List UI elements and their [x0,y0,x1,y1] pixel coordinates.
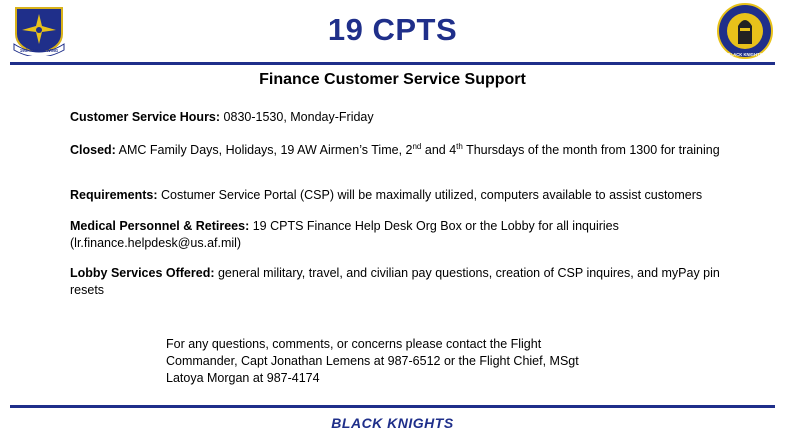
contact-line-3: Latoya Morgan at 987-4174 [166,371,320,385]
section-subtitle: Finance Customer Service Support [259,71,526,88]
right-logo-text: BLACK KNIGHTS [727,52,763,57]
closed-value-part1: AMC Family Days, Holidays, 19 AW Airmen’s Time, 2 [118,143,413,157]
contact-note [166,336,636,387]
closed-value-part2: and 4 [421,143,457,157]
contact-line-2: Commander, Capt Jonathan Lemens at 987-6512 or the Flight Chief, MSgt [166,354,579,368]
lobby-value: general military, travel, and civilian pay questions, creation of CSP inquires, and myPay pin resets [70,266,720,297]
medical-label: Medical Personnel & Retirees: [70,219,250,233]
black-knights-emblem-right [716,2,774,60]
contact-line-1: For any questions, comments, or concerns please contact the Flight [166,337,542,351]
header-divider [10,62,775,65]
requirements-value: Costumer Service Portal (CSP) will be maximally utilized, computers available to assist customers [161,188,703,202]
closed-value-part3: Thursdays of the month from 1300 for training [462,143,720,157]
hours-label: Customer Service Hours: [70,110,221,124]
lobby-item [70,265,740,299]
page-title: 19 CPTS [327,12,458,47]
closed-sup-1: nd [412,141,422,151]
left-logo-text: 19th AIRLIFT WING [19,48,59,53]
hours-value: 0830-1530, Monday-Friday [223,110,374,124]
footer-slogan: BLACK KNIGHTS [331,415,454,431]
closed-sup-2: th [456,141,463,151]
requirements-item [70,187,740,204]
lobby-label: Lobby Services Offered: [70,266,215,280]
closed-label: Closed: [70,143,116,157]
footer-divider [10,405,775,408]
requirements-label: Requirements: [70,188,158,202]
hours-item [70,109,740,126]
medical-value: 19 CPTS Finance Help Desk Org Box or the Lobby for all inquiries (lr.finance.helpdesk@us.af.mil) [70,219,619,250]
closed-item [70,142,740,159]
medical-item [70,218,740,252]
